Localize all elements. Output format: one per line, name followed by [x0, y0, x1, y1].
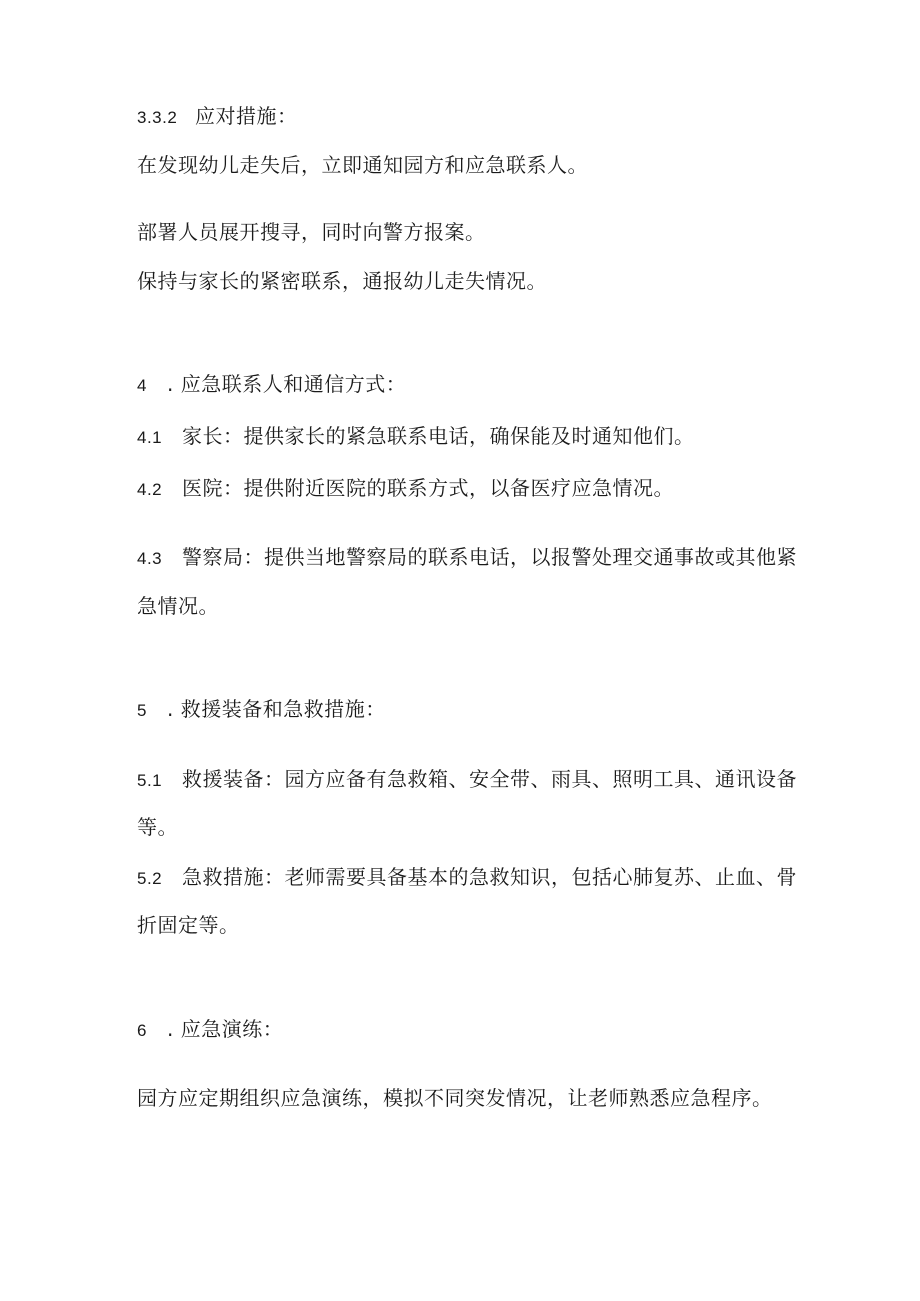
- item-text: 急救措施：老师需要具备基本的急救知识，包括心肺复苏、止血、骨: [182, 865, 797, 889]
- list-item-continuation: 等。: [137, 815, 178, 839]
- heading-text: . 应急联系人和通信方式：: [167, 372, 407, 396]
- list-item: [137, 476, 674, 502]
- section-number: 5: [137, 701, 147, 720]
- heading-text: . 救援装备和急救措施：: [167, 697, 386, 721]
- item-number: 4.3: [137, 549, 163, 568]
- item-number: 5.1: [137, 771, 163, 790]
- item-text: 家长：提供家长的紧急联系电话，确保能及时通知他们。: [182, 424, 695, 448]
- section-5-heading: [137, 697, 386, 723]
- paragraph: 园方应定期组织应急演练，模拟不同突发情况，让老师熟悉应急程序。: [137, 1086, 773, 1110]
- item-text: 救援装备：园方应备有急救箱、安全带、雨具、照明工具、通讯设备: [182, 767, 797, 791]
- section-4-heading: [137, 372, 406, 398]
- section-6-heading: [137, 1017, 283, 1043]
- item-number: 4.1: [137, 428, 163, 447]
- list-item: [137, 767, 797, 793]
- item-text: 医院：提供附近医院的联系方式，以备医疗应急情况。: [182, 476, 674, 500]
- paragraph: 部署人员展开搜寻，同时向警方报案。: [137, 220, 486, 244]
- item-text: 警察局：提供当地警察局的联系电话，以报警处理交通事故或其他紧: [182, 545, 797, 569]
- item-number: 4.2: [137, 480, 163, 499]
- section-3-3-2-heading: [137, 104, 298, 130]
- list-item-continuation: 折固定等。: [137, 913, 240, 937]
- heading-text: 应对措施：: [195, 104, 298, 128]
- section-number: 3.3.2: [137, 108, 178, 127]
- list-item: [137, 865, 797, 891]
- section-number: 4: [137, 376, 147, 395]
- list-item-continuation: 急情况。: [137, 594, 219, 618]
- item-number: 5.2: [137, 869, 163, 888]
- section-number: 6: [137, 1021, 147, 1040]
- list-item: [137, 545, 797, 571]
- list-item: [137, 424, 695, 450]
- heading-text: . 应急演练：: [167, 1017, 284, 1041]
- paragraph: 保持与家长的紧密联系，通报幼儿走失情况。: [137, 269, 547, 293]
- paragraph: 在发现幼儿走失后，立即通知园方和应急联系人。: [137, 153, 588, 177]
